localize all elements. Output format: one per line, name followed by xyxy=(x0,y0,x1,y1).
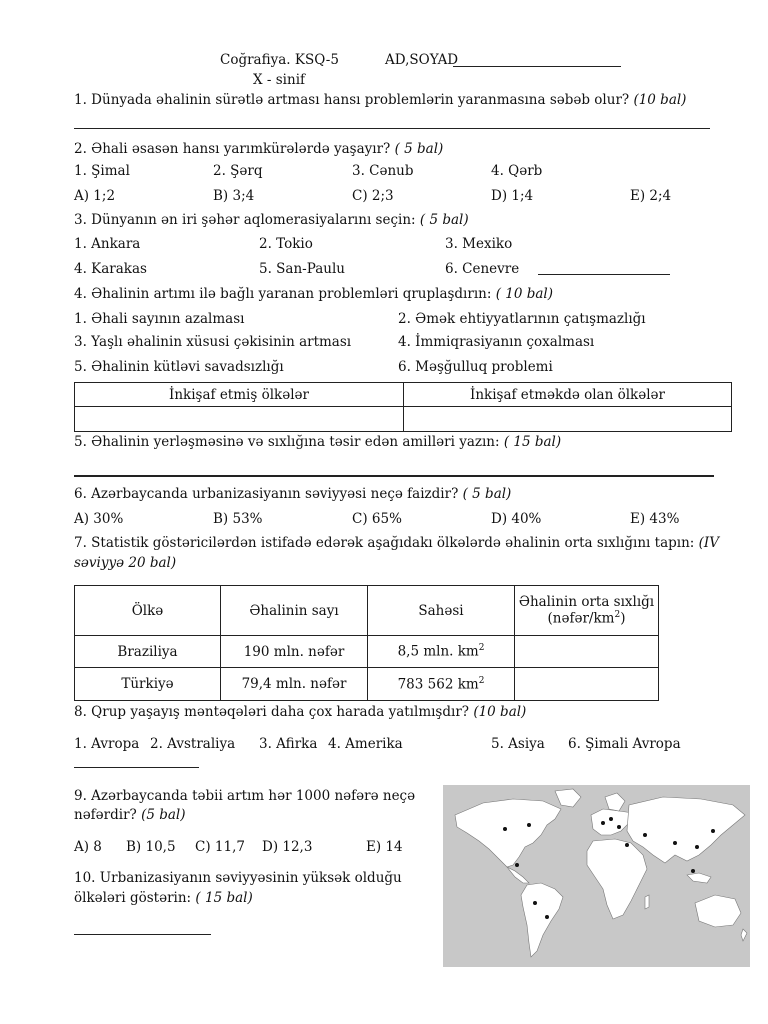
q6-option-e[interactable]: E) 43% xyxy=(630,511,680,527)
q2-points: ( 5 bal) xyxy=(394,141,444,157)
q7-density-unit-exp: 2 xyxy=(614,610,621,621)
q2-question: 2. Əhali əsasən hansı yarımkürələrdə yaşayır? xyxy=(74,141,391,157)
q3-item: 1. Ankara xyxy=(74,236,141,252)
q3-item: 4. Karakas xyxy=(74,261,147,277)
q7-question: 7. Statistik göstəricilərdən istifadə edərək aşağıdakı ölkələrdə əhalinin orta sıxlığını tapın: xyxy=(74,535,695,551)
subject-title: Coğrafiya. KSQ-5 xyxy=(220,52,339,68)
q8-item: 5. Asiya xyxy=(491,736,545,752)
q4-header-developing: İnkişaf etməkdə olan ölkələr xyxy=(404,383,732,407)
q7-header-area: Sahəsi xyxy=(368,586,515,636)
q7-cell-area xyxy=(368,636,515,668)
q9-points: (5 bal) xyxy=(141,807,186,823)
q2-option-b[interactable]: B) 3;4 xyxy=(213,188,255,204)
q3-item: 5. San-Paulu xyxy=(259,261,345,277)
q3-question: 3. Dünyanın ən iri şəhər aqlomerasiyalarını seçin: xyxy=(74,212,416,228)
q3-item: 6. Cenevre xyxy=(445,261,520,277)
q5-answer-line[interactable] xyxy=(74,475,714,477)
q2-option-a[interactable]: A) 1;2 xyxy=(74,188,116,204)
q7-points-b: səviyyə 20 bal) xyxy=(74,555,177,571)
q9-option-c[interactable]: C) 11,7 xyxy=(195,839,245,855)
q7-cell-population: 190 mln. nəfər xyxy=(221,636,368,668)
q8-question: 8. Qrup yaşayış məntəqələri daha çox harada yatılmışdır? xyxy=(74,704,470,720)
q2-item: 3. Cənub xyxy=(352,163,414,179)
q7-area-value: 8,5 mln. km xyxy=(397,643,479,660)
q4-item: 5. Əhalinin kütləvi savadsızlığı xyxy=(74,359,284,375)
q4-item: 2. Əmək ehtiyyatlarının çatışmazlığı xyxy=(398,311,646,327)
q4-item: 3. Yaşlı əhalinin xüsusi çəkisinin artması xyxy=(74,334,352,350)
q9-question-a: 9. Azərbaycanda təbii artım hər 1000 nəfərə neçə xyxy=(74,788,416,804)
q7-points-a: (IV xyxy=(698,535,719,551)
q10-question-b: ölkələri göstərin: xyxy=(74,890,192,906)
q4-question: 4. Əhalinin artımı ilə bağlı yaranan problemləri qruplaşdırın: xyxy=(74,286,492,302)
q7-cell-country: Braziliya xyxy=(75,636,221,668)
q8-points: (10 bal) xyxy=(473,704,527,720)
q9-option-b[interactable]: B) 10,5 xyxy=(126,839,176,855)
table-row xyxy=(75,668,659,701)
q2-option-e[interactable]: E) 2;4 xyxy=(630,188,672,204)
name-blank[interactable] xyxy=(453,66,621,67)
q2-option-c[interactable]: C) 2;3 xyxy=(352,188,394,204)
q6-question: 6. Azərbaycanda urbanizasiyanın səviyyəsi neçə faizdir? xyxy=(74,486,459,502)
q8-item: 6. Şimali Avropa xyxy=(568,736,681,752)
q7-cell-density-answer[interactable] xyxy=(515,668,659,701)
q6-points: ( 5 bal) xyxy=(462,486,512,502)
q8-item: 2. Avstraliya xyxy=(150,736,236,752)
q7-area-exp: 2 xyxy=(478,643,485,654)
q6-option-c[interactable]: C) 65% xyxy=(352,511,402,527)
q3-item: 3. Mexiko xyxy=(445,236,513,252)
q7-density-unit: (nəfər/km xyxy=(547,610,615,627)
q4-cell-developing[interactable] xyxy=(404,407,732,432)
table-row xyxy=(75,636,659,668)
q4-item: 1. Əhali sayının azalması xyxy=(74,311,245,327)
q10-answer-line[interactable] xyxy=(74,934,211,935)
q8-item: 1. Avropa xyxy=(74,736,140,752)
q3-item: 2. Tokio xyxy=(259,236,313,252)
q1-question: 1. Dünyada əhalinin sürətlə artması hansı problemlərin yaranmasına səbəb olur? xyxy=(74,92,630,108)
q1-answer-line[interactable] xyxy=(74,128,710,129)
world-map-svg xyxy=(443,785,750,967)
q3-answer-line[interactable] xyxy=(538,274,670,275)
q2-option-d[interactable]: D) 1;4 xyxy=(491,188,534,204)
world-map-icon xyxy=(443,785,750,967)
q8-item: 3. Afirka xyxy=(259,736,318,752)
q7-area-exp: 2 xyxy=(478,675,485,686)
name-label: AD,SOYAD xyxy=(385,52,459,68)
q9-option-e[interactable]: E) 14 xyxy=(366,839,403,855)
q7-cell-area xyxy=(368,668,515,701)
q4-cell-developed[interactable] xyxy=(75,407,404,432)
q8-item: 4. Amerika xyxy=(328,736,403,752)
q2-item: 1. Şimal xyxy=(74,163,130,179)
q7-density-unit-close: ) xyxy=(620,610,626,627)
q6-option-a[interactable]: A) 30% xyxy=(74,511,124,527)
q4-header-developed: İnkişaf etmiş ölkələr xyxy=(75,383,404,407)
q9-option-a[interactable]: A) 8 xyxy=(74,839,102,855)
q7-area-value: 783 562 km xyxy=(397,676,479,693)
q9-question-b: nəfərdir? xyxy=(74,807,137,823)
q7-table xyxy=(74,585,659,701)
q10-question-a: 10. Urbanizasiyanın səviyyəsinin yüksək olduğu xyxy=(74,870,402,886)
q9-option-d[interactable]: D) 12,3 xyxy=(262,839,313,855)
q4-table xyxy=(74,382,732,432)
q6-option-d[interactable]: D) 40% xyxy=(491,511,542,527)
q2-item: 2. Şərq xyxy=(213,163,263,179)
q7-cell-density-answer[interactable] xyxy=(515,636,659,668)
q5-points: ( 15 bal) xyxy=(503,434,562,450)
q7-cell-country: Türkiyə xyxy=(75,668,221,701)
grade-label: X - sinif xyxy=(253,72,306,88)
q7-cell-population: 79,4 mln. nəfər xyxy=(221,668,368,701)
q6-option-b[interactable]: B) 53% xyxy=(213,511,263,527)
q7-header-density xyxy=(515,586,659,636)
q4-item: 6. Məşğulluq problemi xyxy=(398,359,553,375)
q2-item: 4. Qərb xyxy=(491,163,543,179)
q1-points: (10 bal) xyxy=(633,92,687,108)
q4-points: ( 10 bal) xyxy=(495,286,554,302)
q10-points: ( 15 bal) xyxy=(195,890,253,906)
q5-question: 5. Əhalinin yerləşməsinə və sıxlığına təsir edən amilləri yazın: xyxy=(74,434,500,450)
q3-points: ( 5 bal) xyxy=(419,212,469,228)
q7-header-country: Ölkə xyxy=(75,586,221,636)
q4-item: 4. İmmiqrasiyanın çoxalması xyxy=(398,334,595,350)
q7-header-population: Əhalinin sayı xyxy=(221,586,368,636)
q7-density-title: Əhalinin orta sıxlığı xyxy=(518,594,655,611)
q1-text xyxy=(74,92,686,108)
q8-answer-line[interactable] xyxy=(74,767,199,768)
